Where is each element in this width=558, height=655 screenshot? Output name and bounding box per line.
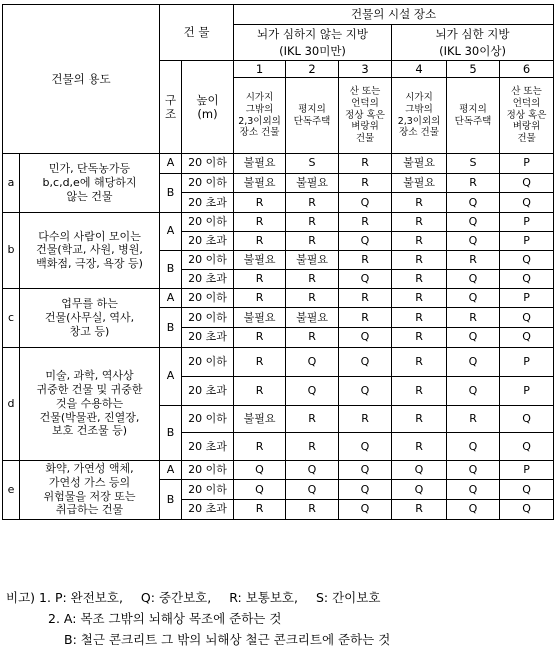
protection-cell: R (339, 250, 392, 269)
header-height: 높이 (m) (182, 61, 234, 154)
column-description: 산 또는 언덕의 정상 혹은 벼랑위 건물 (500, 78, 554, 154)
table-row (3, 288, 554, 308)
height-cell: 20 이하 (182, 347, 234, 376)
protection-cell: R (339, 308, 392, 328)
protection-cell: R (392, 499, 447, 519)
group-description: 다수의 사람이 모이는 건물(학교, 사원, 병원, 백화점, 극장, 욕장 등) (20, 212, 160, 288)
protection-cell: R (286, 269, 339, 288)
protection-cell: P (500, 347, 554, 376)
protection-cell: R (286, 327, 339, 347)
structure-cell: B (160, 308, 182, 347)
protection-cell: 불필요 (234, 173, 286, 193)
protection-cell: Q (447, 327, 500, 347)
protection-cell: P (500, 460, 554, 480)
height-cell: 20 초과 (182, 499, 234, 519)
group-id: d (3, 347, 20, 460)
structure-cell: B (160, 250, 182, 288)
header-building: 건 물 (160, 5, 234, 61)
protection-cell: Q (339, 480, 392, 500)
protection-cell: R (234, 212, 286, 231)
protection-cell: Q (392, 460, 447, 480)
height-cell: 20 이하 (182, 154, 234, 174)
height-cell: 20 이하 (182, 308, 234, 328)
protection-cell: R (234, 193, 286, 213)
header-region-high (392, 25, 554, 61)
protection-cell: R (286, 433, 339, 461)
protection-cell: Q (286, 347, 339, 376)
column-description: 시가지 그밖의 2,3이외의 장소 건물 (234, 78, 286, 154)
height-cell: 20 초과 (182, 376, 234, 405)
protection-cell: R (339, 154, 392, 174)
protection-cell: R (392, 347, 447, 376)
height-cell: 20 초과 (182, 327, 234, 347)
protection-cell: Q (339, 231, 392, 250)
protection-cell: 불필요 (286, 173, 339, 193)
protection-cell: R (234, 231, 286, 250)
protection-cell: S (286, 154, 339, 174)
protection-cell: Q (447, 193, 500, 213)
structure-cell: A (160, 347, 182, 405)
protection-cell: R (392, 288, 447, 308)
header-usage: 건물의 용도 (3, 5, 160, 154)
protection-cell: Q (447, 231, 500, 250)
note-1: 비고) 1. P: 완전보호, Q: 중간보호, R: 보통보호, S: 간이보호 (6, 590, 381, 605)
protection-cell: 불필요 (234, 154, 286, 174)
protection-cell: Q (447, 288, 500, 308)
region-high-label: 뇌가 심한 지방 (435, 26, 510, 41)
protection-cell: R (392, 376, 447, 405)
protection-cell: Q (286, 480, 339, 500)
protection-cell: Q (234, 460, 286, 480)
structure-cell: B (160, 173, 182, 212)
protection-cell: Q (500, 308, 554, 328)
protection-cell: R (392, 193, 447, 213)
table-row (3, 212, 554, 231)
header-location: 건물의 시설 장소 (234, 5, 554, 25)
protection-cell: R (286, 193, 339, 213)
protection-cell: 불필요 (234, 308, 286, 328)
lightning-protection-table (2, 4, 554, 520)
column-number: 2 (286, 61, 339, 78)
column-description: 시가지 그밖의 2,3이외의 장소 건물 (392, 78, 447, 154)
structure-cell: B (160, 405, 182, 460)
structure-cell: A (160, 460, 182, 480)
protection-cell: R (447, 173, 500, 193)
height-cell: 20 이하 (182, 405, 234, 433)
structure-cell: A (160, 288, 182, 308)
protection-cell: R (339, 288, 392, 308)
column-number: 4 (392, 61, 447, 78)
protection-cell: R (392, 405, 447, 433)
protection-cell: Q (339, 269, 392, 288)
protection-cell: Q (447, 347, 500, 376)
protection-cell: R (286, 231, 339, 250)
region-low-ikl: (IKL 30미만) (279, 44, 346, 58)
note-2b: B: 철근 콘크리트 그 밖의 뇌해상 철근 콘크리트에 준하는 것 (64, 632, 391, 647)
protection-cell: R (339, 405, 392, 433)
protection-cell: R (339, 173, 392, 193)
column-description: 평지의 단독주택 (286, 78, 339, 154)
protection-cell: R (392, 212, 447, 231)
protection-cell: R (392, 327, 447, 347)
protection-cell: P (500, 212, 554, 231)
protection-cell: R (286, 288, 339, 308)
protection-cell: Q (447, 433, 500, 461)
protection-cell: Q (500, 269, 554, 288)
group-description: 화약, 가연성 액체, 가연성 가스 등의 위험물을 저장 또는 취급하는 건물 (20, 460, 160, 519)
protection-cell: R (286, 499, 339, 519)
table-row (3, 154, 554, 174)
protection-cell: Q (500, 405, 554, 433)
height-cell: 20 초과 (182, 193, 234, 213)
protection-cell: Q (500, 499, 554, 519)
notes-section (6, 587, 390, 650)
region-high-ikl: (IKL 30이상) (439, 44, 506, 58)
height-cell: 20 초과 (182, 231, 234, 250)
protection-cell: R (234, 327, 286, 347)
protection-cell: R (392, 250, 447, 269)
protection-cell: R (234, 269, 286, 288)
protection-cell: R (286, 212, 339, 231)
protection-cell: Q (500, 193, 554, 213)
header-structure: 구조 (160, 61, 182, 154)
column-description: 평지의 단독주택 (447, 78, 500, 154)
table-row (3, 347, 554, 376)
group-id: b (3, 212, 20, 288)
protection-cell: 불필요 (392, 173, 447, 193)
group-id: c (3, 288, 20, 347)
protection-cell: Q (339, 460, 392, 480)
protection-cell: P (500, 288, 554, 308)
protection-cell: R (234, 347, 286, 376)
protection-cell: R (234, 499, 286, 519)
protection-cell: Q (339, 193, 392, 213)
note-2a: 2. A: 목조 그밖의 뇌해상 목조에 준하는 것 (48, 611, 282, 626)
height-cell: 20 이하 (182, 480, 234, 500)
group-description: 미술, 과학, 역사상 귀중한 건물 및 귀중한 것을 수용하는 건물(박물관, 진열장, 보호 건조물 등) (20, 347, 160, 460)
protection-cell: Q (500, 480, 554, 500)
protection-cell: Q (339, 499, 392, 519)
protection-cell: Q (500, 250, 554, 269)
protection-cell: Q (447, 460, 500, 480)
protection-cell: Q (447, 212, 500, 231)
protection-cell: Q (339, 347, 392, 376)
group-id: e (3, 460, 20, 519)
protection-cell: R (234, 376, 286, 405)
protection-cell: Q (500, 173, 554, 193)
protection-cell: R (286, 405, 339, 433)
structure-cell: A (160, 154, 182, 174)
protection-cell: 불필요 (234, 250, 286, 269)
column-number: 3 (339, 61, 392, 78)
height-cell: 20 이하 (182, 288, 234, 308)
structure-cell: A (160, 212, 182, 250)
protection-cell: R (392, 308, 447, 328)
protection-cell: Q (339, 376, 392, 405)
protection-cell: P (500, 154, 554, 174)
column-description: 산 또는 언덕의 정상 혹은 벼랑위 건물 (339, 78, 392, 154)
protection-cell: R (392, 433, 447, 461)
height-cell: 20 초과 (182, 433, 234, 461)
region-low-label: 뇌가 심하지 않는 지방 (257, 26, 368, 41)
structure-cell: B (160, 480, 182, 519)
protection-cell: 불필요 (392, 154, 447, 174)
protection-cell: Q (339, 433, 392, 461)
height-cell: 20 이하 (182, 250, 234, 269)
protection-cell: Q (392, 480, 447, 500)
protection-cell: Q (447, 269, 500, 288)
protection-cell: P (500, 231, 554, 250)
protection-cell: Q (286, 376, 339, 405)
protection-cell: Q (339, 327, 392, 347)
protection-cell: R (447, 250, 500, 269)
protection-cell: S (447, 154, 500, 174)
protection-cell: Q (500, 327, 554, 347)
protection-cell: R (392, 269, 447, 288)
protection-cell: R (234, 433, 286, 461)
group-description: 업무를 하는 건물(사무실, 역사, 창고 등) (20, 288, 160, 347)
protection-cell: Q (447, 376, 500, 405)
protection-cell: Q (500, 433, 554, 461)
protection-cell: Q (447, 499, 500, 519)
protection-cell: Q (234, 480, 286, 500)
protection-cell: Q (286, 460, 339, 480)
protection-cell: R (392, 231, 447, 250)
protection-cell: 불필요 (286, 308, 339, 328)
column-number: 1 (234, 61, 286, 78)
protection-cell: 불필요 (286, 250, 339, 269)
group-description: 민가, 단독농가등 b,c,d,e에 해당하지 않는 건물 (20, 154, 160, 213)
protection-cell: P (500, 376, 554, 405)
table-row (3, 460, 554, 480)
height-cell: 20 초과 (182, 269, 234, 288)
protection-cell: R (447, 405, 500, 433)
protection-cell: R (234, 288, 286, 308)
protection-cell: Q (447, 480, 500, 500)
column-number: 6 (500, 61, 554, 78)
height-cell: 20 이하 (182, 460, 234, 480)
protection-cell: R (447, 308, 500, 328)
group-id: a (3, 154, 20, 213)
height-cell: 20 이하 (182, 212, 234, 231)
column-number: 5 (447, 61, 500, 78)
height-cell: 20 이하 (182, 173, 234, 193)
protection-cell: R (339, 212, 392, 231)
header-region-low (234, 25, 392, 61)
protection-cell: 불필요 (234, 405, 286, 433)
